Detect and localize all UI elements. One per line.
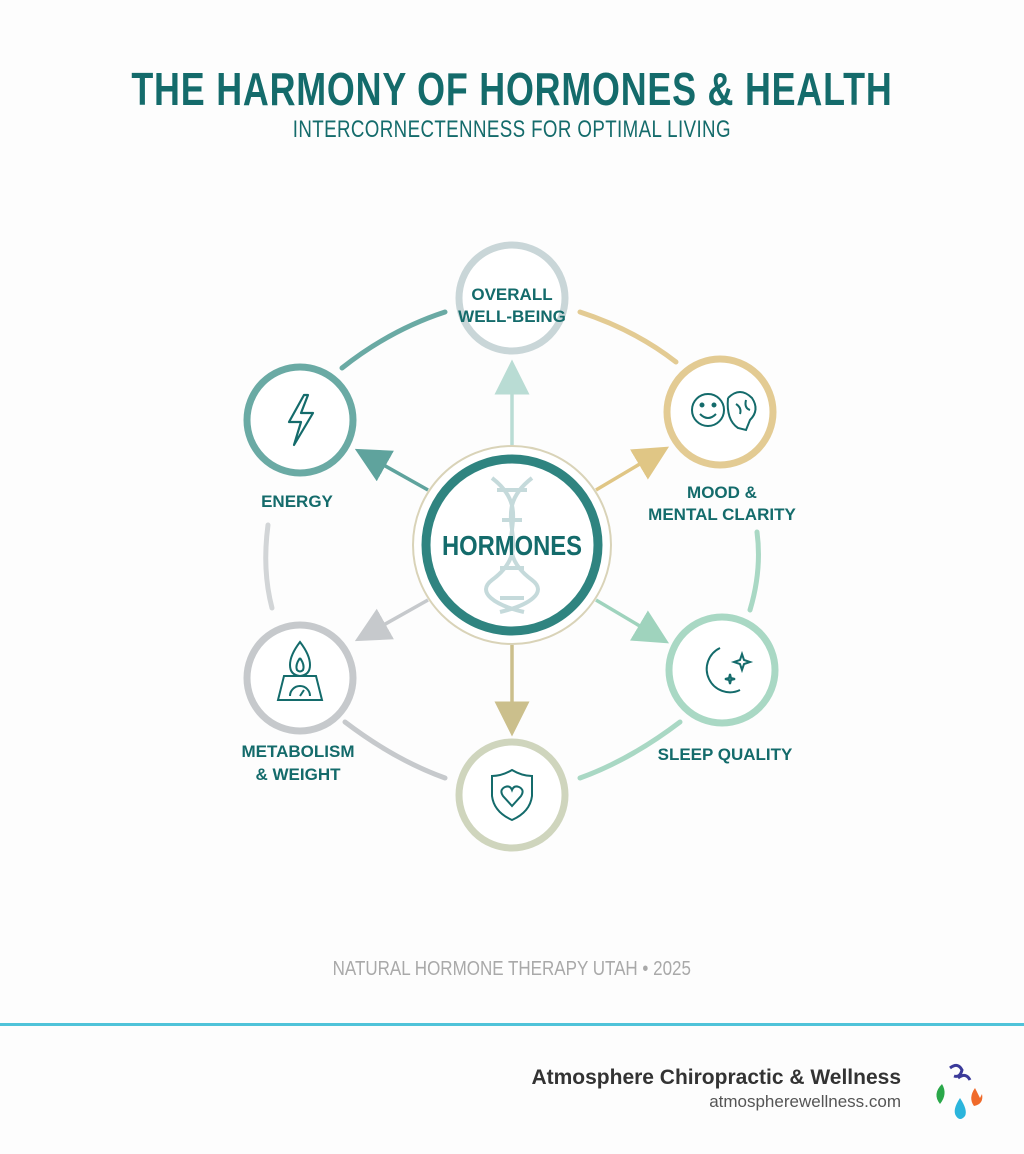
page-title: THE HARMONY OF HORMONES & HEALTH — [131, 63, 893, 115]
center-label: HORMONES — [441, 529, 583, 562]
center-hormones — [413, 446, 611, 644]
arc-mood-sleep — [750, 532, 758, 610]
arc-immunity-metabolism — [345, 722, 445, 778]
metabolism-label-line2: & WEIGHT — [255, 765, 341, 784]
node-mood — [648, 359, 796, 524]
sleep-label: SLEEP QUALITY — [657, 745, 793, 764]
node-metabolism — [241, 625, 354, 784]
arrow-to-mood — [596, 452, 660, 490]
arc-wellbeing-mood — [580, 312, 676, 362]
node-immunity — [459, 742, 565, 848]
brand-url[interactable]: atmospherewellness.com — [709, 1092, 901, 1111]
node-energy — [247, 367, 353, 511]
arc-energy-wellbeing — [342, 312, 445, 368]
footer-divider — [0, 1023, 1024, 1026]
node-sleep — [658, 617, 793, 764]
footer-note: NATURAL HORMONE THERAPY UTAH • 2025 — [332, 958, 692, 980]
brand-logo-icon — [930, 1060, 990, 1125]
brand-name: Atmosphere Chiropractic & Wellness — [531, 1066, 901, 1089]
brand-block — [531, 1066, 901, 1112]
mood-label-line1: MOOD & — [687, 483, 757, 502]
energy-label: ENERGY — [261, 492, 333, 511]
node-wellbeing — [458, 245, 566, 351]
arrow-to-energy — [364, 454, 428, 490]
arrow-to-sleep — [596, 600, 660, 638]
page-subtitle: INTERCORNECTENNESS FOR OPTIMAL LIVING — [292, 116, 732, 143]
wellbeing-label-line1: OVERALL — [471, 285, 553, 304]
metabolism-label-line1: METABOLISM — [241, 742, 355, 761]
wellbeing-label-line2: WELL-BEING — [458, 307, 566, 326]
arc-metabolism-energy — [266, 525, 272, 608]
arrow-to-metabolism — [364, 600, 428, 636]
mood-label-line2: MENTAL CLARITY — [648, 505, 796, 524]
